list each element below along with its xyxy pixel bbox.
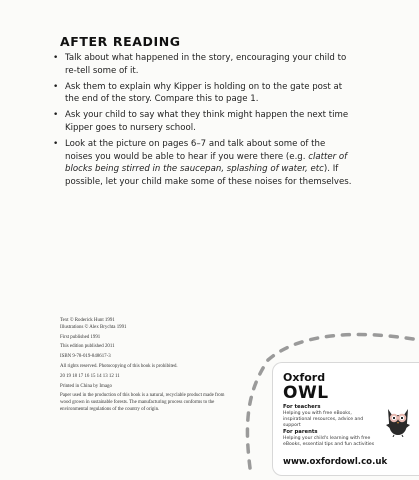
list-item-text: Ask your child to say what they think might happen the next time Kipper goes to nursery school. bbox=[65, 110, 349, 133]
list-item bbox=[52, 109, 352, 134]
printed-in-line: Printed in China by Imago bbox=[60, 383, 112, 389]
list-item-text: Ask them to explain why Kipper is holding on to the gate post at the end of the story. Compare this to page 1. bbox=[65, 81, 343, 105]
list-item bbox=[52, 52, 352, 77]
list-item-text: ). If possible, let your child make some of these noises for themselves. bbox=[65, 164, 352, 187]
copyright-line: Text © Roderick Hunt 1991 Illustrations © Alex Brychta 1991 bbox=[60, 318, 127, 330]
list-item bbox=[52, 81, 352, 106]
list-item bbox=[52, 138, 352, 188]
oxford-owl-panel bbox=[272, 362, 419, 476]
teachers-title: For teachers bbox=[283, 404, 321, 410]
bullet-icon: • bbox=[53, 53, 59, 63]
oxford-owl-url[interactable]: www.oxfordowl.co.uk bbox=[283, 457, 388, 467]
after-reading-list bbox=[52, 52, 352, 192]
imprint-block bbox=[60, 318, 225, 417]
bullet-icon: • bbox=[53, 139, 59, 150]
after-reading-heading: AFTER READING bbox=[60, 34, 181, 49]
brand-oxford-text: Oxford bbox=[283, 371, 326, 384]
parents-text: Helping your child's learning with free eBooks, essential tips and fun activities bbox=[283, 436, 375, 447]
first-published-line: First published 1991 bbox=[60, 334, 101, 340]
parents-title: For parents bbox=[283, 429, 318, 435]
edition-line: This edition published 2011 bbox=[60, 344, 115, 350]
list-item-italic-text: clatter of blocks being stirred in the saucepan, splashing of water, etc bbox=[65, 151, 348, 175]
print-run-line: 20 19 18 17 16 15 14 13 12 11 bbox=[60, 373, 120, 379]
owl-mascot-icon bbox=[383, 403, 413, 437]
bullet-icon: • bbox=[53, 110, 59, 121]
list-item-text: Talk about what happened in the story, encouraging your child to re-tell some of it. bbox=[65, 53, 347, 76]
paper-note: Paper used in the production of this book is a natural, recyclable product made from wood grown in sustainable forests. The manufacturing process conforms to the environmental regulations of the country of origin. bbox=[60, 393, 225, 412]
isbn-line: ISBN 9-78-019-848617-3 bbox=[60, 354, 111, 360]
rights-line: All rights reserved. Photocopying of this book is prohibited. bbox=[60, 363, 178, 369]
brand-owl-text: OWL bbox=[283, 383, 329, 403]
teachers-text: Helping you with free eBooks, inspirational resources, advice and support bbox=[283, 411, 364, 428]
bullet-icon: • bbox=[53, 81, 59, 92]
list-item-text: Look at the picture on pages 6–7 and talk about some of the noises you would be able to hear if you were there (e.g. bbox=[65, 139, 326, 162]
